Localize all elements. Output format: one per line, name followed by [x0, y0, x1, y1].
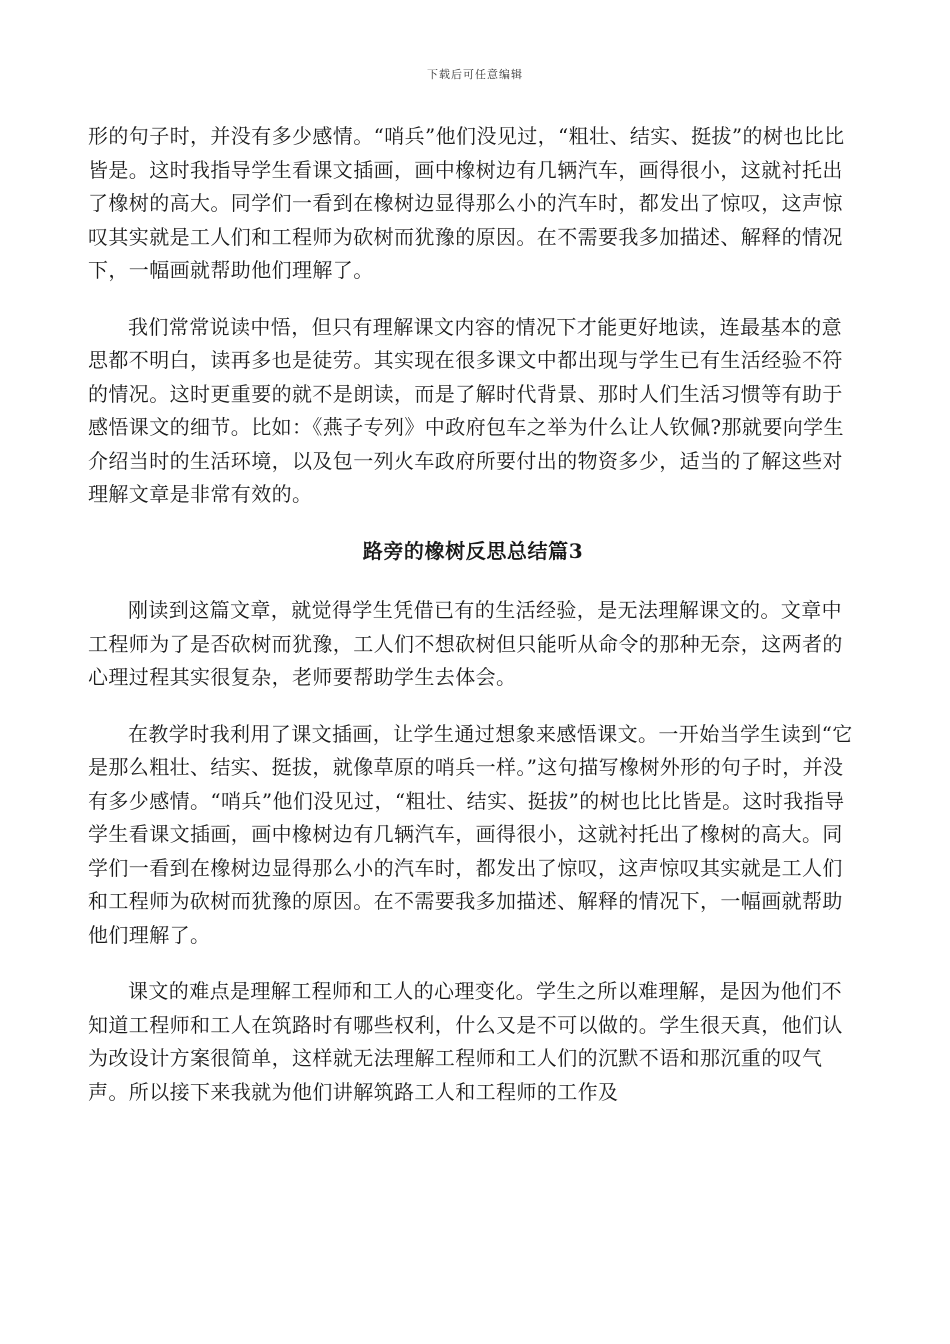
paragraph: 我们常常说读中悟，但只有理解课文内容的情况下才能更好地读，连最基本的意思都不明白，读再多也是徒劳。其实现在很多课文中都出现与学生已有生活经验不符的情况。这时更重要的就不是朗读，而是了解时代背景、那时人们生活习惯等有助于感悟课文的细节。比如：《燕子专列》中政府包车之举为什么让人钦佩?那就要向学生介绍当时的生活环境，以及包一列火车政府所要付出的物资多少，适当的了解这些对理解文章是非常有效的。: [88, 314, 844, 506]
page-header: 下载后可任意编辑: [427, 68, 523, 81]
paragraph: 刚读到这篇文章，就觉得学生凭借已有的生活经验，是无法理解课文的。文章中工程师为了是否砍树而犹豫，工人们不想砍树但只能听从命令的那种无奈，这两者的心理过程其实很复杂，老师要帮助学生去体会。: [88, 598, 843, 689]
paragraph-continued: 形的句子时，并没有多少感情。“哨兵”他们没见过，“粗壮、结实、挺拔”的树也比比皆是。这时我指导学生看课文插画，画中橡树边有几辆汽车，画得很小，这就衬托出了橡树的高大。同学们一看到在橡树边显得那么小的汽车时，都发出了惊叹，这声惊叹其实就是工人们和工程师为砍树而犹豫的原因。在不需要我多加描述、解释的情况下，一幅画就帮助他们理解了。: [88, 124, 845, 282]
paragraph: 课文的难点是理解工程师和工人的心理变化。学生之所以难理解，是因为他们不知道工程师和工人在筑路时有哪些权利，什么又是不可以做的。学生很天真，他们认为改设计方案很简单，这样就无法理解工程师和工人们的沉默不语和那沉重的叹气声。所以接下来我就为他们讲解筑路工人和工程师的工作及: [88, 979, 843, 1104]
section-title: 路旁的橡树反思总结篇3: [362, 538, 584, 563]
paragraph: 在教学时我利用了课文插画，让学生通过想象来感悟课文。一开始当学生读到“它是那么粗壮、结实、挺拔，就像草原的哨兵一样。”这句描写橡树外形的句子时，并没有多少感情。“哨兵”他们没见过，“粗壮、结实、挺拔”的树也比比皆是。这时我指导学生看课文插画，画中橡树边有几辆汽车，画得很小，这就衬托出了橡树的高大。同学们一看到在橡树边显得那么小的汽车时，都发出了惊叹，这声惊叹其实就是工人们和工程师为砍树而犹豫的原因。在不需要我多加描述、解释的情况下，一幅画就帮助他们理解了。: [88, 721, 853, 947]
document-body: [88, 120, 858, 1132]
